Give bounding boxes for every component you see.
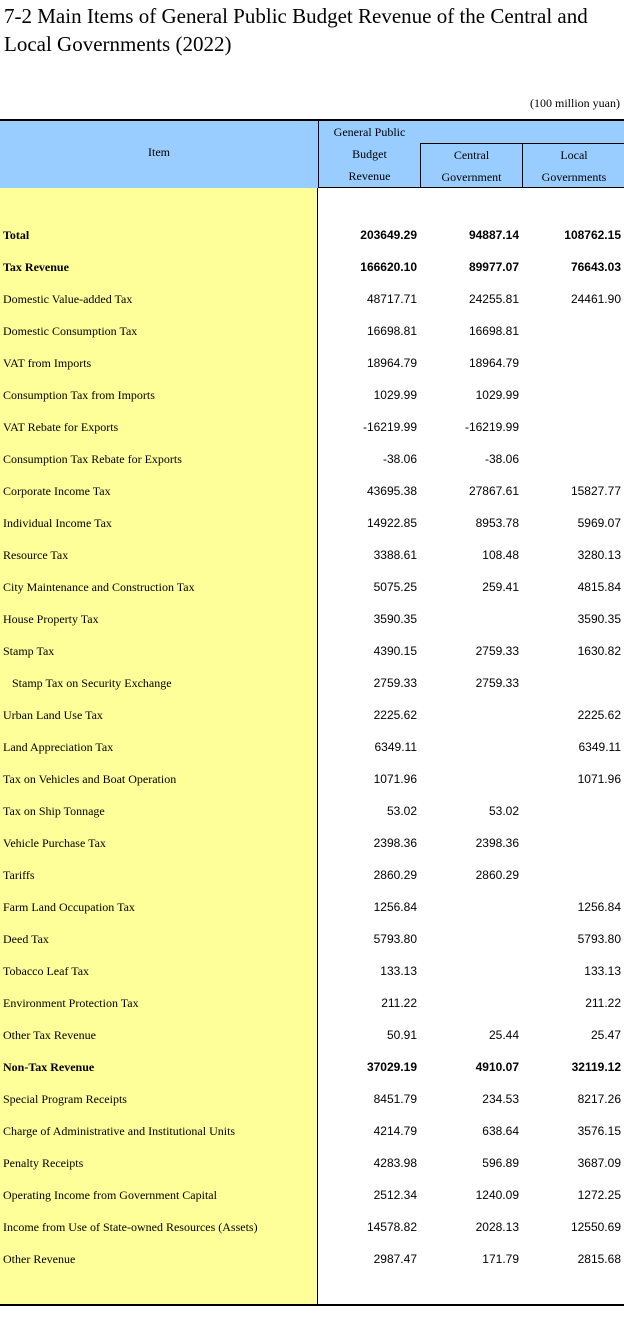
- gpb-value: -16219.99: [362, 420, 417, 434]
- local-value: 25.47: [590, 1028, 621, 1042]
- central-value: 1240.09: [475, 1188, 519, 1202]
- central-value: 18964.79: [468, 356, 519, 370]
- table-row: [0, 827, 624, 859]
- central-value: 2028.13: [475, 1220, 519, 1234]
- revenue-table: [0, 119, 624, 1306]
- gpb-value: 4390.15: [373, 644, 417, 658]
- local-value: 2225.62: [577, 708, 621, 722]
- page-title: 7-2 Main Items of General Public Budget Revenue of the Central and Local Governments (2022): [4, 4, 588, 56]
- local-value: 1272.25: [577, 1188, 621, 1202]
- gpb-value: 2987.47: [373, 1252, 417, 1266]
- central-value: 108.48: [482, 548, 519, 562]
- gpb-value: 1029.99: [373, 388, 417, 402]
- row-label: Stamp Tax on Security Exchange: [12, 676, 172, 690]
- header-values: [318, 121, 624, 188]
- central-value: 53.02: [488, 804, 519, 818]
- table-row: [0, 955, 624, 987]
- header-central-line1: Central: [453, 148, 490, 162]
- table-row: [0, 1243, 624, 1275]
- local-value: 8217.26: [577, 1092, 621, 1106]
- row-label: Tax Revenue: [3, 260, 69, 274]
- central-value: 94887.14: [468, 228, 519, 242]
- local-value: 3280.13: [577, 548, 621, 562]
- header-item-cell: [0, 121, 318, 189]
- table-row: [0, 859, 624, 891]
- row-label: Resource Tax: [3, 548, 69, 562]
- gpb-value: 2759.33: [373, 676, 417, 690]
- header-central-cell: [420, 143, 522, 187]
- central-value: 24255.81: [468, 292, 519, 306]
- gpb-value: 18964.79: [366, 356, 417, 370]
- table-row: [0, 347, 624, 379]
- central-value: 259.41: [482, 580, 519, 594]
- table-row: [0, 763, 624, 795]
- gpb-value: 2860.29: [373, 868, 417, 882]
- central-value: 2860.29: [475, 868, 519, 882]
- gpb-value: 4283.98: [373, 1156, 417, 1170]
- central-value: 171.79: [482, 1252, 519, 1266]
- local-value: 6349.11: [578, 740, 621, 754]
- header-local-line2: Governments: [541, 170, 607, 184]
- gpb-value: 4214.79: [373, 1124, 417, 1138]
- gpb-value: 53.02: [386, 804, 417, 818]
- central-value: 638.64: [482, 1124, 519, 1138]
- local-value: 2815.68: [577, 1252, 621, 1266]
- header-gpb-cell: [319, 121, 420, 187]
- table-row: [0, 795, 624, 827]
- row-label: Farm Land Occupation Tax: [3, 900, 135, 914]
- central-value: 8953.78: [475, 516, 519, 530]
- row-label: Income from Use of State-owned Resources (Assets): [3, 1220, 258, 1234]
- gpb-value: 166620.10: [360, 260, 417, 274]
- central-value: 25.44: [488, 1028, 519, 1042]
- row-label: Consumption Tax from Imports: [3, 388, 155, 402]
- gpb-value: 3590.35: [373, 612, 417, 626]
- local-value: 3687.09: [577, 1156, 621, 1170]
- gpb-value: 43695.38: [366, 484, 417, 498]
- table-row: [0, 987, 624, 1019]
- central-value: 16698.81: [468, 324, 519, 338]
- central-value: 27867.61: [468, 484, 519, 498]
- row-label: Environment Protection Tax: [3, 996, 139, 1010]
- gpb-value: 16698.81: [366, 324, 417, 338]
- local-value: 1071.96: [577, 772, 621, 786]
- gpb-value: 1256.84: [373, 900, 417, 914]
- table-row: [0, 283, 624, 315]
- row-label: Urban Land Use Tax: [3, 708, 103, 722]
- central-value: 2398.36: [475, 836, 519, 850]
- local-value: 5793.80: [577, 932, 621, 946]
- local-value: 133.13: [584, 964, 621, 978]
- row-label: Consumption Tax Rebate for Exports: [3, 452, 182, 466]
- local-value: 3590.35: [577, 612, 621, 626]
- table-row: [0, 507, 624, 539]
- gpb-value: 5793.80: [373, 932, 417, 946]
- table-row: [0, 635, 624, 667]
- row-label: Vehicle Purchase Tax: [3, 836, 106, 850]
- table-row: [0, 1083, 624, 1115]
- gpb-value: 6349.11: [374, 740, 417, 754]
- gpb-value: 211.22: [381, 996, 417, 1010]
- table-row: [0, 251, 624, 283]
- central-value: 89977.07: [468, 260, 519, 274]
- table-row: [0, 475, 624, 507]
- gpb-value: -38.06: [382, 452, 417, 466]
- gpb-value: 2398.36: [373, 836, 417, 850]
- row-label: Charge of Administrative and Institutional Units: [3, 1124, 236, 1138]
- gpb-value: 2512.34: [373, 1188, 417, 1202]
- central-value: -38.06: [484, 452, 519, 466]
- central-value: -16219.99: [464, 420, 519, 434]
- row-label: Deed Tax: [3, 932, 49, 946]
- gpb-value: 1071.96: [373, 772, 417, 786]
- central-value: 2759.33: [475, 644, 519, 658]
- row-label: Tax on Ship Tonnage: [3, 804, 105, 818]
- table-row: [0, 219, 624, 251]
- gpb-value: 50.91: [386, 1028, 417, 1042]
- header-local-cell: [522, 143, 624, 187]
- gpb-value: 3388.61: [373, 548, 417, 562]
- header-item-label: Item: [148, 145, 170, 159]
- table-row: [0, 667, 624, 699]
- row-label: Individual Income Tax: [3, 516, 112, 530]
- table-row: [0, 1147, 624, 1179]
- table-row: [0, 1115, 624, 1147]
- row-label: House Property Tax: [3, 612, 99, 626]
- table-row: [0, 1051, 624, 1083]
- local-value: 4815.84: [577, 580, 621, 594]
- header-gpb-line1: General Public: [333, 125, 406, 139]
- table-row: [0, 731, 624, 763]
- row-label: Non-Tax Revenue: [3, 1060, 95, 1074]
- local-value: 15827.77: [570, 484, 621, 498]
- table-row: [0, 699, 624, 731]
- table-row: [0, 443, 624, 475]
- table-row: [0, 603, 624, 635]
- table-row: [0, 1019, 624, 1051]
- row-label: Special Program Receipts: [3, 1092, 127, 1106]
- table-row: [0, 1211, 624, 1243]
- table-row: [0, 1179, 624, 1211]
- local-value: 5969.07: [577, 516, 621, 530]
- unit-note: (100 million yuan): [530, 96, 620, 110]
- row-label: Domestic Value-added Tax: [3, 292, 133, 306]
- row-label: Operating Income from Government Capital: [3, 1188, 217, 1202]
- gpb-value: 133.13: [380, 964, 417, 978]
- central-value: 2759.33: [475, 676, 519, 690]
- central-value: 596.89: [482, 1156, 519, 1170]
- gpb-value: 5075.25: [373, 580, 417, 594]
- local-value: 32119.12: [571, 1060, 621, 1074]
- table-row: [0, 539, 624, 571]
- table-row: [0, 923, 624, 955]
- central-value: 1029.99: [475, 388, 519, 402]
- gpb-value: 37029.19: [366, 1060, 417, 1074]
- central-value: 4910.07: [475, 1060, 519, 1074]
- header-central-line2: Government: [441, 170, 502, 184]
- local-value: 24461.90: [570, 292, 621, 306]
- row-label: Corporate Income Tax: [3, 484, 111, 498]
- gpb-value: 8451.79: [373, 1092, 417, 1106]
- row-label: Other Tax Revenue: [3, 1028, 96, 1042]
- table-row: [0, 891, 624, 923]
- row-label: Tariffs: [3, 868, 35, 882]
- row-label: VAT Rebate for Exports: [3, 420, 119, 434]
- row-label: VAT from Imports: [3, 356, 92, 370]
- row-label: Tobacco Leaf Tax: [3, 964, 90, 978]
- table-row: [0, 315, 624, 347]
- header-local-line1: Local: [560, 148, 588, 162]
- gpb-value: 14922.85: [366, 516, 417, 530]
- local-value: 76643.03: [570, 260, 621, 274]
- row-label: Total: [3, 228, 30, 242]
- local-value: 12550.69: [570, 1220, 621, 1234]
- local-value: 211.22: [585, 996, 621, 1010]
- header-gpb-line3: Revenue: [348, 169, 391, 183]
- gpb-value: 14578.82: [366, 1220, 417, 1234]
- row-label: Other Revenue: [3, 1252, 76, 1266]
- table-row: [0, 411, 624, 443]
- local-value: 1256.84: [577, 900, 621, 914]
- central-value: 234.53: [482, 1092, 519, 1106]
- row-label: Penalty Receipts: [3, 1156, 84, 1170]
- table-row: [0, 379, 624, 411]
- row-label: Stamp Tax: [3, 644, 55, 658]
- row-label: Tax on Vehicles and Boat Operation: [3, 772, 177, 786]
- local-value: 108762.15: [564, 228, 621, 242]
- gpb-value: 203649.29: [360, 228, 417, 242]
- row-label: Land Appreciation Tax: [3, 740, 114, 754]
- header-gpb-line2: Budget: [352, 147, 387, 161]
- local-value: 1630.82: [577, 644, 621, 658]
- table-row: [0, 571, 624, 603]
- gpb-value: 2225.62: [373, 708, 417, 722]
- gpb-value: 48717.71: [366, 292, 417, 306]
- row-label: City Maintenance and Construction Tax: [3, 580, 195, 594]
- local-value: 3576.15: [577, 1124, 621, 1138]
- row-label: Domestic Consumption Tax: [3, 324, 138, 338]
